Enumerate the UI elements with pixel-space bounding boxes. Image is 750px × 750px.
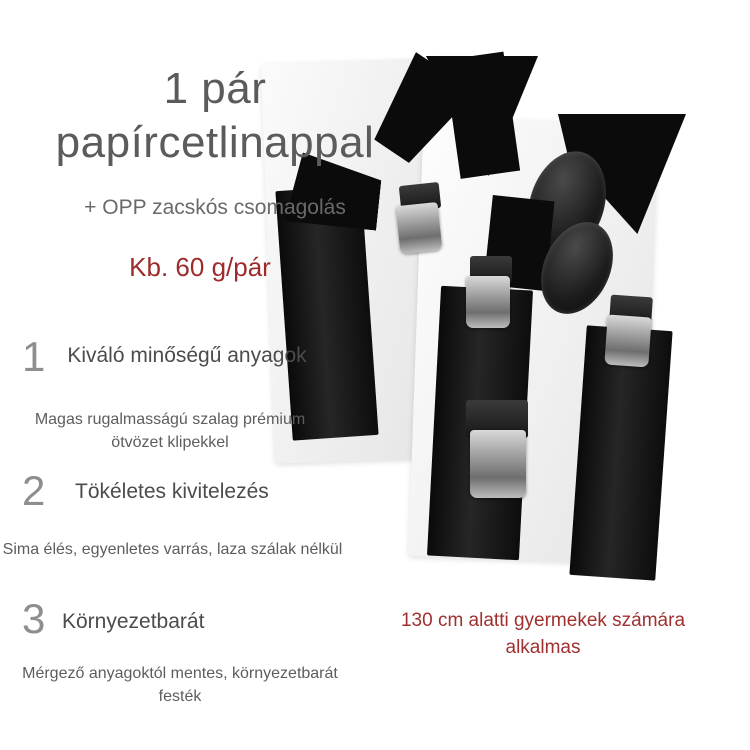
- front-clip: [470, 430, 526, 498]
- feature-2-number: 2: [22, 467, 46, 514]
- feature-2-title: Tökéletes kivitelezés: [75, 480, 269, 503]
- page-title: [0, 62, 430, 169]
- feature-1-title: Kiváló minőségű anyagok: [67, 344, 307, 367]
- feature-3-title: Környezetbarát: [62, 610, 205, 633]
- headline-line-2: papírcetlinappal: [55, 117, 375, 167]
- feature-1-desc: Magas rugalmasságú szalag prémium ötvözet klipekkel: [34, 411, 306, 452]
- weight-label: Kb. 60 g/pár: [129, 252, 271, 282]
- feature-3-number: 3: [22, 595, 46, 642]
- headline-line-1: 1 pár: [163, 64, 267, 113]
- feature-3-desc: Mérgező anyagoktól mentes, környezetbarát festék: [22, 665, 338, 706]
- feature-2-desc: Sima élés, egyenletes varrás, laza szálak nélkül: [2, 541, 343, 558]
- packaging-note: + OPP zacskós csomagolás: [84, 196, 346, 219]
- feature-1-number: 1: [22, 333, 46, 380]
- suspender-right-clip-mid: [466, 276, 510, 328]
- suspender-right-clip-far: [604, 315, 651, 368]
- age-suitability-note: 130 cm alatti gyermekek számára alkalmas: [400, 610, 686, 658]
